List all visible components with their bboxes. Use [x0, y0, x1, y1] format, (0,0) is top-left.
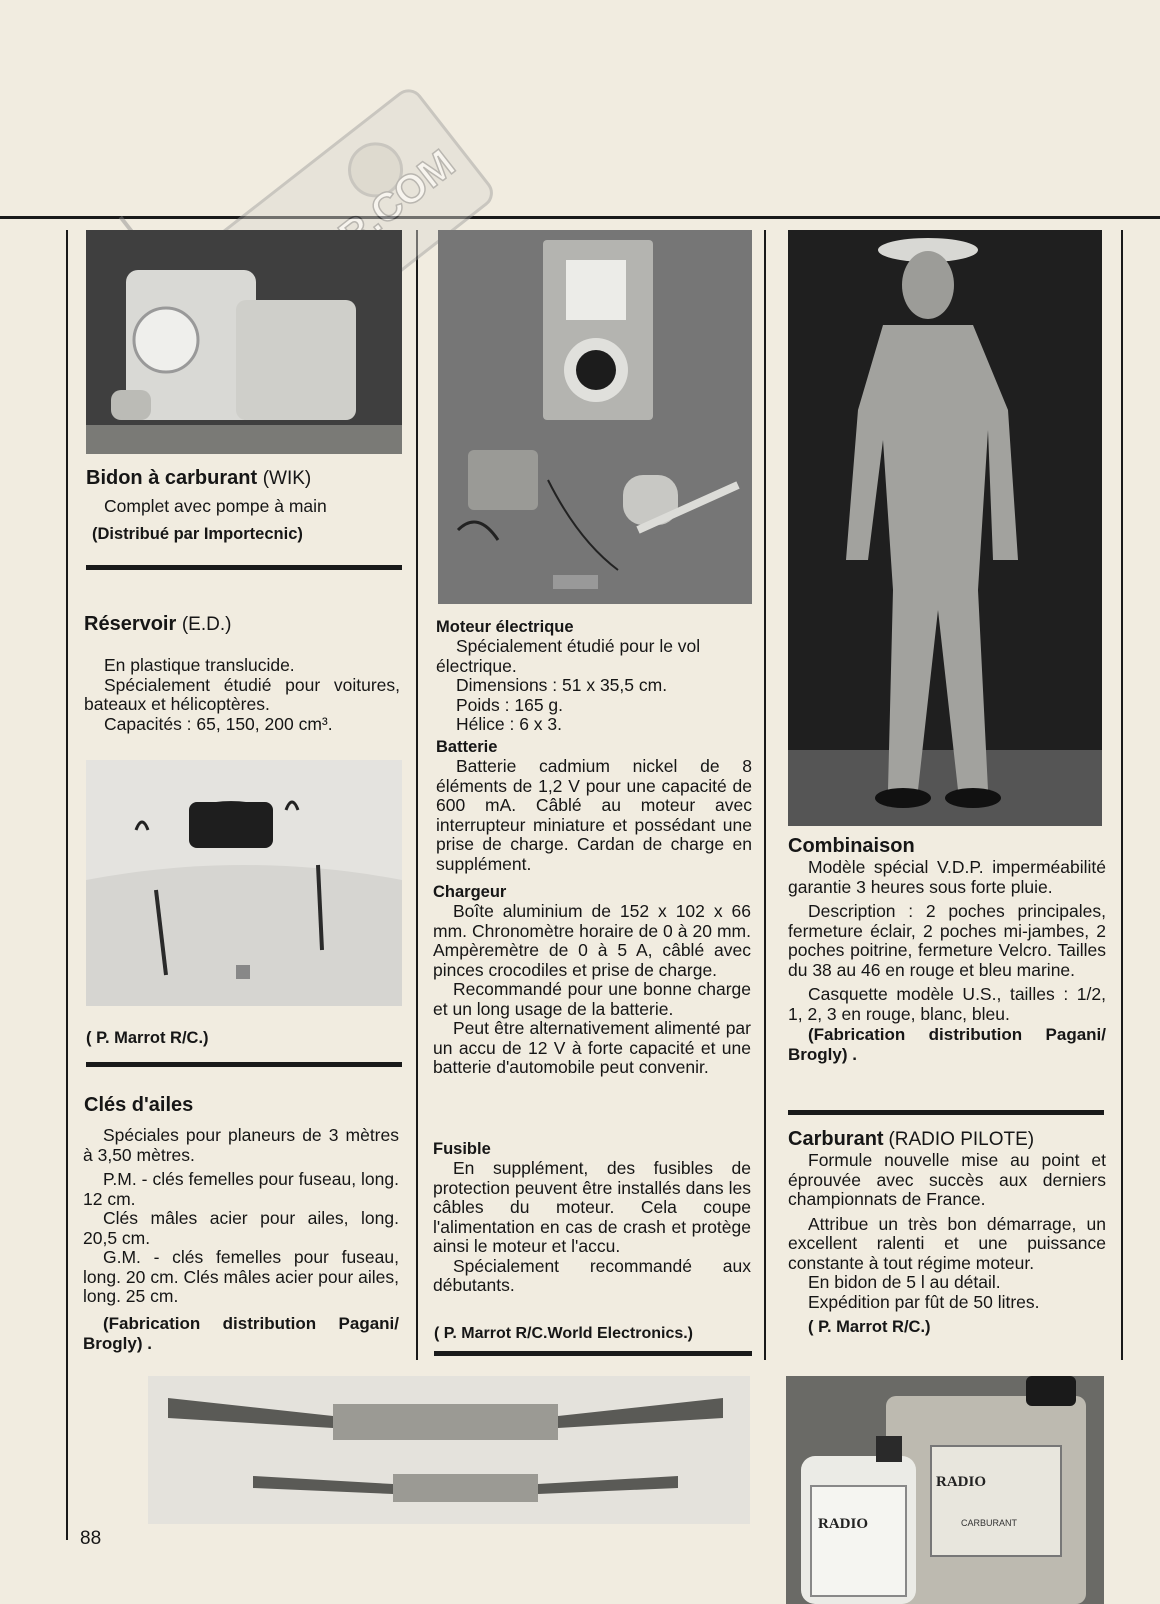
coverall-photo — [788, 230, 1102, 826]
bidon-title: Bidon à carburant — [86, 467, 258, 489]
reservoir-p2: Spécialement étudié pour voitures, bateaux et hélicoptères. — [84, 674, 400, 714]
bidon-brand: (WIK) — [262, 468, 312, 489]
page-number: 88 — [80, 1528, 102, 1549]
col2-credit: ( P. Marrot R/C.World Electronics.) — [434, 1325, 694, 1342]
bidon-description: Complet avec pompe à main — [104, 496, 327, 516]
batterie-block — [436, 737, 752, 874]
cles-credit: (Fabrication distribution Pagani/ Brogly) . — [83, 1313, 399, 1353]
moteur-p3: Poids : 165 g. — [456, 694, 564, 715]
cles-p4: G.M. - clés femelles pour fuseau, long. 20 cm. Clés mâles acier pour ailes, long. 25 cm. — [83, 1247, 399, 1306]
reservoir-photo — [86, 760, 402, 1006]
reservoir-text — [84, 656, 400, 734]
bidon-credit: (Distribué par Importecnic) — [92, 525, 303, 543]
wing-keys-photo — [148, 1376, 750, 1524]
combinaison-p3: Casquette modèle U.S., tailles : 1/2, 1, 2, 3 en rouge, blanc, bleu. — [788, 984, 1106, 1024]
reservoir-heading — [84, 612, 414, 637]
fuel-bottles-photo — [786, 1376, 1104, 1604]
combinaison-title: Combinaison — [788, 835, 915, 857]
moteur-block — [436, 617, 752, 735]
combinaison-credit: (Fabrication distribution Pagani/ Brogly) . — [788, 1025, 1106, 1064]
cles-title: Clés d'ailes — [84, 1094, 194, 1116]
divider-bar — [788, 1110, 1104, 1115]
fusible-title: Fusible — [433, 1140, 491, 1158]
cles-text — [83, 1126, 399, 1354]
chargeur-p2: Recommandé pour une bonne charge et un long usage de la batterie. — [433, 979, 751, 1019]
bottle-label-product: CARBURANT — [961, 1518, 1018, 1528]
fuel-can-photo — [86, 230, 402, 454]
moteur-p4: Hélice : 6 x 3. — [456, 714, 563, 734]
column-divider-right — [1121, 230, 1123, 1360]
moteur-p2: Dimensions : 51 x 35,5 cm. — [456, 675, 668, 695]
divider-bar — [434, 1351, 752, 1356]
divider-bar — [86, 565, 402, 570]
combinaison-block — [788, 834, 1106, 1065]
bidon-heading — [86, 466, 416, 491]
charger-kit-photo — [438, 230, 752, 604]
cles-p1: Spéciales pour planeurs de 3 mètres à 3,50 mètres. — [83, 1125, 399, 1165]
combinaison-p1: Modèle spécial V.D.P. imperméabilité garantie 3 heures sous forte pluie. — [788, 857, 1106, 897]
combinaison-p2: Description : 2 poches principales, fermeture éclair, 2 poches mi-jambes, 2 poches poitrine, fermeture Velcro. Tailles du 38 au 46 en rouge et bleu marine. — [788, 901, 1106, 980]
column-divider-2 — [764, 230, 766, 1360]
chargeur-title: Chargeur — [433, 883, 507, 901]
carburant-credit: ( P. Marrot R/C.) — [808, 1318, 931, 1336]
cles-p3: Clés mâles acier pour ailes, long. 20,5 cm. — [83, 1208, 399, 1248]
carburant-p3: En bidon de 5 l au détail. — [808, 1272, 1001, 1292]
moteur-p1: Spécialement étudié pour le vol électrique. — [436, 636, 701, 676]
batterie-title: Batterie — [436, 738, 498, 756]
carburant-block — [788, 1127, 1106, 1337]
carburant-heading — [788, 1127, 1106, 1151]
small-bottle-label-brand: RADIO — [818, 1516, 869, 1532]
cles-p2: P.M. - clés femelles pour fuseau, long. 12 cm. — [83, 1169, 399, 1209]
carburant-p1: Formule nouvelle mise au point et éprouvée avec succès aux derniers championnats de France. — [788, 1150, 1106, 1209]
chargeur-block — [433, 882, 751, 1078]
carburant-brand: (RADIO PILOTE) — [888, 1129, 1035, 1150]
moteur-title: Moteur électrique — [436, 618, 574, 636]
column-divider-left — [66, 230, 68, 1540]
reservoir-p1: En plastique translucide. — [104, 655, 295, 675]
carburant-title: Carburant — [788, 1128, 884, 1150]
reservoir-p3: Capacités : 65, 150, 200 cm³. — [104, 713, 333, 734]
reservoir-title: Réservoir — [84, 613, 177, 635]
chargeur-p3: Peut être alternativement alimenté par un accu de 12 V à forte capacité et une batterie d'automobile peut convenir. — [433, 1018, 751, 1077]
fusible-p1: En supplément, des fusibles de protection peuvent être installés dans les câbles du moteur. Cela coupe l'alimentation en cas de crash et protège ainsi le moteur et l'accu. — [433, 1158, 751, 1256]
carburant-p4: Expédition par fût de 50 litres. — [808, 1291, 1040, 1312]
divider-bar — [86, 1062, 402, 1067]
chargeur-p1: Boîte aluminium de 152 x 102 x 66 mm. Chronomètre horaire de 0 à 20 mm. Ampèremètre de 0 à 5 A, câblé avec pinces crocodiles et prise de charge. — [433, 901, 751, 980]
bottle-label-brand: RADIO — [936, 1474, 987, 1490]
reservoir-credit: ( P. Marrot R/C.) — [86, 1029, 209, 1047]
reservoir-brand: (E.D.) — [181, 614, 232, 635]
carburant-p2: Attribue un très bon démarrage, un excellent ralenti et une puissance constante à tout régime moteur. — [788, 1213, 1106, 1273]
batterie-p1: Batterie cadmium nickel de 8 éléments de 1,2 V pour une capacité de 600 mA. Câblé au moteur avec interrupteur miniature et possédant une prise de charge. Cardan de charge en supplément. — [436, 756, 752, 874]
fusible-block — [433, 1139, 751, 1296]
fusible-p2: Spécialement recommandé aux débutants. — [433, 1255, 751, 1295]
